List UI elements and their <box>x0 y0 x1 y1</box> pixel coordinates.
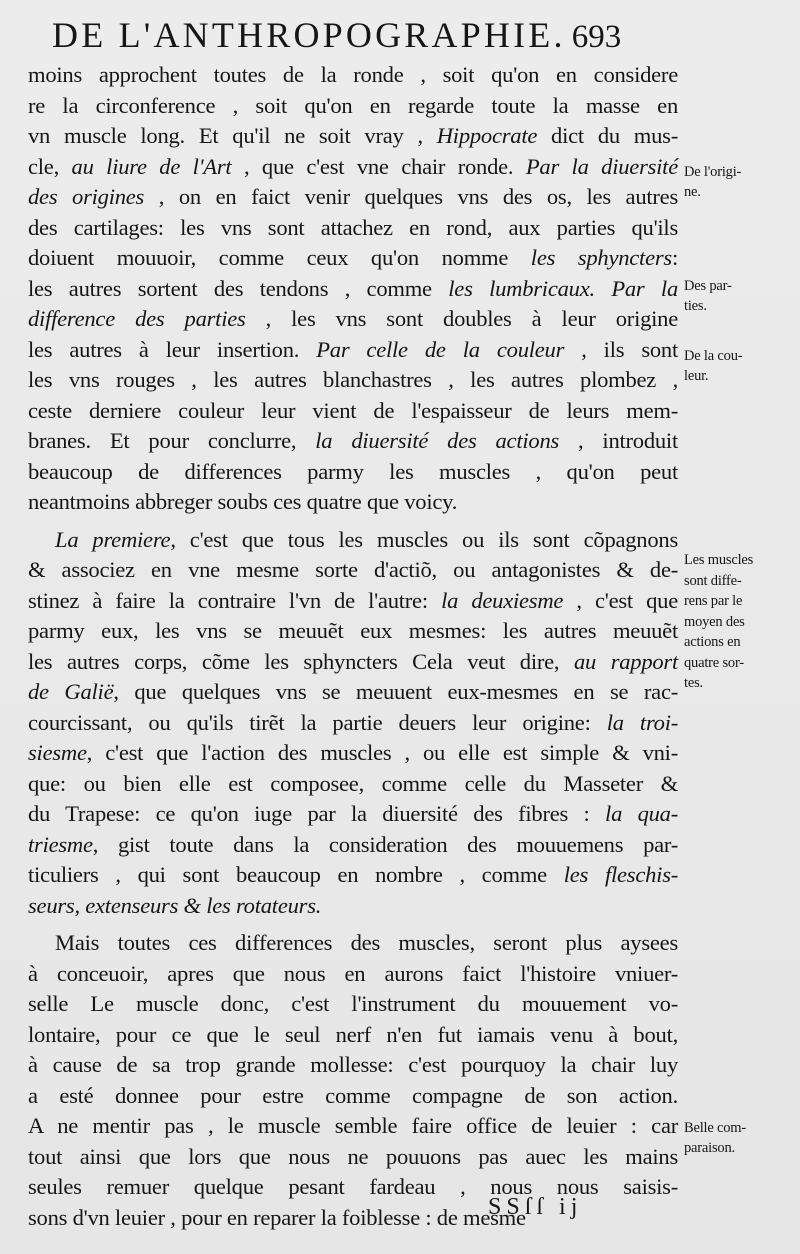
italic-text: de Galië <box>28 679 114 704</box>
text-run: selle Le muscle donc, c'est l'instrument du mouuement vo- <box>28 991 678 1016</box>
margin-note-comparaison <box>684 1118 796 1158</box>
text-run: , que quelques vns se meuuent eux-mesmes en se rac- <box>113 679 678 704</box>
italic-text: seurs, extenseurs & les rotateurs. <box>28 892 322 918</box>
text-run: , gist toute dans la consideration des mouuemens par- <box>92 831 678 857</box>
margin-note-actions <box>684 550 796 694</box>
text-line <box>28 799 678 830</box>
italic-text: siesme <box>28 740 87 765</box>
text-run: dict du mus- <box>537 123 678 148</box>
margin-note-line: leur. <box>684 368 709 384</box>
text-line <box>28 708 678 739</box>
text-line <box>28 555 678 586</box>
text-line <box>28 487 678 518</box>
text-line <box>28 677 678 708</box>
text-run: les autres à leur insertion. <box>28 336 317 362</box>
text-line <box>28 860 678 891</box>
text-line <box>28 426 678 457</box>
main-text <box>28 60 678 1233</box>
italic-text: des origines <box>28 184 145 209</box>
margin-note-origines <box>684 162 796 202</box>
margin-note-line: Des par- <box>684 278 732 294</box>
italic-text: la deuxiesme <box>441 587 564 613</box>
text-run: à conceuoir, apres que nous en aurons faict l'histoire vniuer- <box>28 960 678 986</box>
text-line <box>28 989 678 1020</box>
text-run: moins approchent toutes de la ronde , soit qu'on en considere <box>28 62 678 87</box>
text-run: ticuliers , qui sont beaucoup en nombre , comme <box>28 862 564 887</box>
text-line <box>28 274 678 305</box>
paragraph-gap <box>28 518 678 525</box>
paragraph-1 <box>28 60 678 518</box>
text-line <box>28 365 678 396</box>
text-line <box>28 335 678 366</box>
text-run: des cartilages: les vns sont attachez en rond, aux parties qu'ils <box>28 214 678 240</box>
text-run: branes. Et pour conclurre, <box>28 428 316 453</box>
text-line <box>28 91 678 122</box>
text-run: neantmoins abbreger soubs ces quatre que voicy. <box>28 489 458 514</box>
text-run: , introduit <box>559 428 678 453</box>
text-line <box>28 1050 678 1081</box>
text-run: beaucoup de differences parmy les muscles , qu'on peut <box>28 458 678 484</box>
italic-text: triesme <box>28 831 93 857</box>
text-line <box>28 60 678 91</box>
italic-text: Hippocrate <box>436 123 538 148</box>
paragraph-2 <box>28 525 678 922</box>
italic-text: La premiere <box>55 526 171 552</box>
text-line <box>28 1081 678 1112</box>
italic-text: les fleschis- <box>563 862 679 887</box>
text-run: lontaire, pour ce que le seul nerf n'en fut iamais venu à bout, <box>28 1021 678 1047</box>
italic-text: les lumbricaux. Par la <box>448 275 678 301</box>
text-run: re la circonference , soit qu'on en regarde toute la masse en <box>28 92 678 118</box>
italic-text: la qua- <box>605 801 679 826</box>
signature-mark: SSſſ ij <box>488 1194 583 1220</box>
margin-note-line: De l'origi- <box>684 164 742 180</box>
text-run: les autres sortent des tendons , comme <box>28 275 449 301</box>
margin-note-line: actions en <box>684 634 741 650</box>
text-run: du Trapese: ce qu'on iuge par la diuersité des fibres : <box>28 801 606 826</box>
margin-note-line: sont diffe- <box>684 572 742 589</box>
text-line <box>28 121 678 152</box>
text-line <box>28 959 678 990</box>
text-line <box>28 769 678 800</box>
text-run: parmy eux, les vns se meuuẽt eux mesmes: les autres meuuẽt <box>28 618 678 643</box>
text-run: courcissant, ou qu'ils tirẽt la partie deuers leur origine: <box>28 709 607 735</box>
text-run: : <box>671 245 678 270</box>
margin-note-line: ne. <box>684 184 701 200</box>
margin-note-line: Les muscles <box>684 552 754 568</box>
text-line <box>28 152 678 183</box>
text-line <box>28 182 678 213</box>
text-run: cle, <box>28 153 72 179</box>
italic-text: la diuersité des actions <box>315 428 560 453</box>
text-run: , on en faict venir quelques vns des os, les autres <box>144 184 679 209</box>
margin-note-parties <box>684 276 796 316</box>
margin-note-line: tes. <box>684 675 703 691</box>
paragraph-3 <box>28 928 678 1233</box>
text-run: vn muscle long. Et qu'il ne soit vray , <box>28 123 437 148</box>
text-line <box>28 1111 678 1142</box>
text-line <box>28 525 678 556</box>
running-header <box>52 14 621 56</box>
margin-note-line: moyen des <box>684 613 745 630</box>
text-line <box>28 396 678 427</box>
margin-note-line: paraison. <box>684 1140 735 1156</box>
text-run: , que c'est vne chair ronde. <box>231 153 526 179</box>
text-run: & associez en vne mesme sorte d'actiõ, ou antagonistes & de- <box>28 557 678 582</box>
running-title: DE L'ANTHROPOGRAPHIE. <box>52 15 566 55</box>
text-run: stinez à faire la contraire l'vn de l'autre: <box>28 587 442 613</box>
text-line <box>28 1020 678 1051</box>
italic-text: Par celle de la couleur <box>316 336 565 362</box>
text-run: que: ou bien elle est composee, comme celle du Masseter & <box>28 770 678 796</box>
text-line <box>28 928 678 959</box>
text-line <box>28 830 678 861</box>
text-line <box>28 738 678 769</box>
italic-text: Par la diuersité <box>525 153 678 179</box>
text-run: A ne mentir pas , le muscle semble faire office de leuier : car <box>28 1113 678 1138</box>
italic-text: au rapport <box>573 648 678 674</box>
text-line <box>28 891 678 922</box>
text-run: , ils sont <box>564 336 678 362</box>
italic-text: difference des parties <box>28 306 246 331</box>
margin-note-line: quatre sor- <box>684 654 744 671</box>
text-line <box>28 1142 678 1173</box>
text-line <box>28 616 678 647</box>
text-run: a esté donnee pour estre comme compagne de son action. <box>28 1082 678 1108</box>
italic-text: la troi- <box>606 709 678 735</box>
text-run: seules remuer quelque pesant fardeau , nous nous saisis- <box>28 1174 678 1199</box>
text-run: les autres corps, cõme les sphyncters Cela veut dire, <box>28 648 574 674</box>
margin-note-line: De la cou- <box>684 348 743 364</box>
text-run: , les vns sont doubles à leur origine <box>245 306 679 331</box>
text-line <box>28 243 678 274</box>
italic-text: au liure de l'Art <box>71 153 232 179</box>
margin-note-line: rens par le <box>684 593 743 609</box>
text-run: , c'est que tous les muscles ou ils sont cõpagnons <box>170 526 678 552</box>
text-run: à cause de sa trop grande mollesse: c'est pourquoy la chair luy <box>28 1052 678 1077</box>
text-run: tout ainsi que lors que nous ne pouuons pas auec les mains <box>28 1143 678 1169</box>
text-run: les vns rouges , les autres blanchastres , les autres plombez , <box>28 367 678 392</box>
margin-note-line: Belle com- <box>684 1120 747 1136</box>
text-run: Mais toutes ces differences des muscles, seront plus aysees <box>55 930 678 955</box>
italic-text: les sphyncters <box>530 245 672 270</box>
text-line <box>28 213 678 244</box>
page-number: 693 <box>571 19 622 55</box>
text-line <box>28 457 678 488</box>
text-run: doiuent mouuoir, comme ceux qu'on nomme <box>28 245 531 270</box>
paragraph-gap <box>28 921 678 928</box>
text-line <box>28 586 678 617</box>
text-run: ceste derniere couleur leur vient de l'espaisseur de leurs mem- <box>28 397 678 423</box>
text-line <box>28 304 678 335</box>
text-run: , c'est que l'action des muscles , ou elle est simple & vni- <box>86 740 678 765</box>
text-run: sons d'vn leuier , pour en reparer la foiblesse : de mesme <box>28 1204 526 1230</box>
text-line <box>28 647 678 678</box>
text-run: , c'est que <box>563 587 678 613</box>
margin-note-line: ties. <box>684 298 707 314</box>
margin-note-couleur <box>684 346 796 386</box>
